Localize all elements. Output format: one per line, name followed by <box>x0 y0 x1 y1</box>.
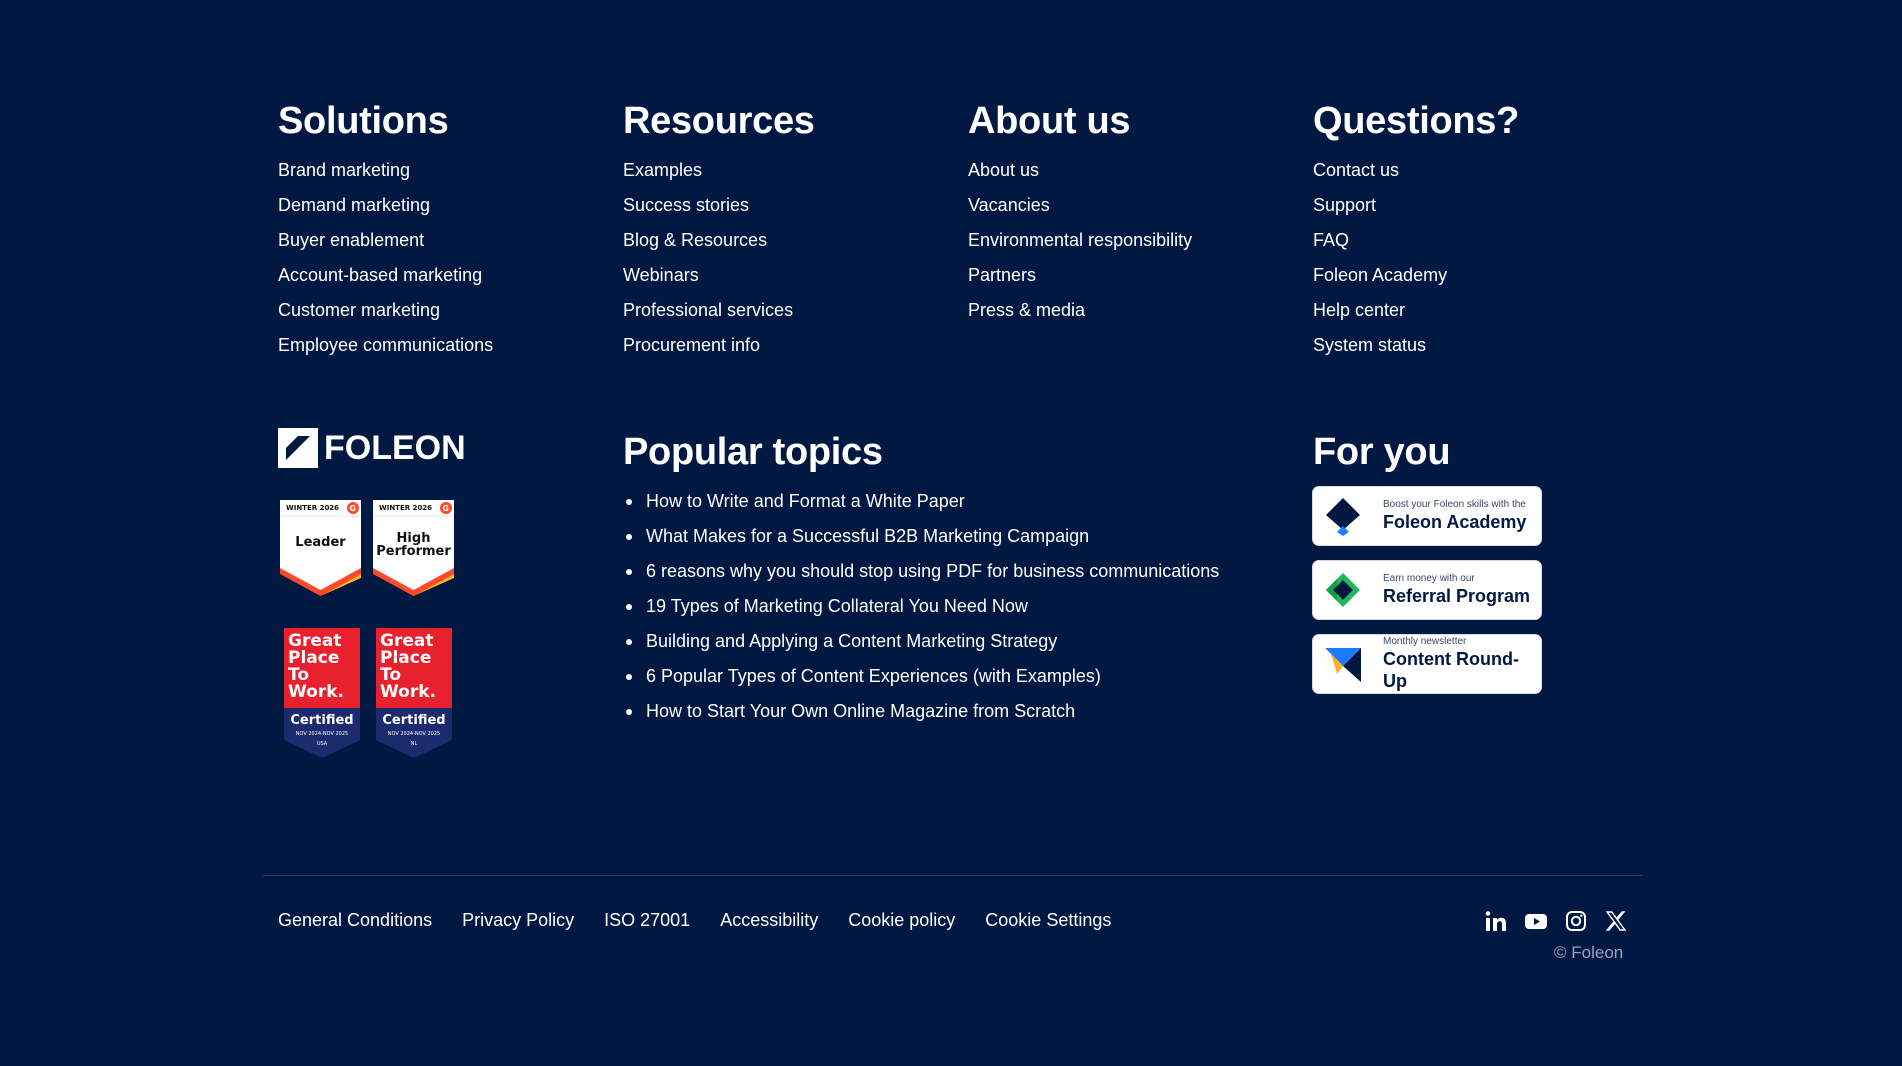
resources-column <box>623 97 815 363</box>
legal-link-cookie-settings[interactable]: Cookie Settings <box>985 910 1112 930</box>
legal-link-accessibility[interactable]: Accessibility <box>720 910 819 930</box>
questions-links <box>1313 153 1519 363</box>
footer-link-account-based-marketing[interactable]: Account-based marketing <box>278 265 483 285</box>
g2-high-performer-badge <box>371 498 456 596</box>
gptw-badges <box>284 628 452 758</box>
questions-heading: Questions? <box>1313 100 1520 142</box>
content-roundup-title: Content Round-Up <box>1383 649 1519 691</box>
youtube-icon[interactable] <box>1524 909 1548 933</box>
referral-program-title: Referral Program <box>1383 586 1531 606</box>
instagram-icon[interactable] <box>1564 909 1588 933</box>
bullet-icon <box>626 534 632 540</box>
footer-link-foleon-academy[interactable]: Foleon Academy <box>1313 265 1448 285</box>
solutions-heading: Solutions <box>278 100 449 142</box>
footer-link-vacancies[interactable]: Vacancies <box>968 195 1050 215</box>
copyright-text: © Foleon <box>1554 943 1624 962</box>
x-icon[interactable] <box>1604 909 1628 933</box>
for-you-heading: For you <box>1313 431 1451 473</box>
gptw-badge-usa <box>284 628 360 758</box>
footer-link-brand-marketing[interactable]: Brand marketing <box>278 160 411 180</box>
topic-link[interactable]: How to Start Your Own Online Magazine from Scratch <box>623 694 1219 729</box>
foleon-logo-text: FOLEON <box>324 428 466 467</box>
foleon-logo[interactable] <box>278 428 466 468</box>
svg-text:Place: Place <box>288 648 340 668</box>
footer-link-about-us[interactable]: About us <box>968 160 1040 180</box>
content-roundup-caption: Monthly newsletter <box>1383 636 1467 647</box>
footer-link-partners[interactable]: Partners <box>968 265 1037 285</box>
svg-text:USA: USA <box>316 741 328 747</box>
svg-text:Great: Great <box>380 631 434 651</box>
topic-link[interactable]: Building and Applying a Content Marketing Strategy <box>623 624 1219 659</box>
svg-text:NL: NL <box>410 741 418 747</box>
resources-heading: Resources <box>623 100 815 142</box>
g2-leader-title: Leader <box>295 535 346 550</box>
svg-text:NOV 2024-NOV 2025: NOV 2024-NOV 2025 <box>387 731 441 737</box>
popular-topics-heading: Popular topics <box>623 431 883 473</box>
footer-link-employee-communications[interactable]: Employee communications <box>278 335 494 355</box>
referral-program-card[interactable] <box>1313 561 1541 619</box>
g2-leader-season: WINTER 2026 <box>286 504 340 512</box>
legal-links <box>278 907 1111 933</box>
footer-link-blog-resources[interactable]: Blog & Resources <box>623 230 768 250</box>
foleon-academy-title: Foleon Academy <box>1383 512 1527 532</box>
g2-high-performer-season: WINTER 2026 <box>379 504 433 512</box>
about-column <box>968 97 1192 328</box>
legal-link-iso-27001[interactable]: ISO 27001 <box>604 910 691 930</box>
footer-divider <box>263 875 1643 876</box>
bullet-icon <box>626 639 632 645</box>
svg-text:Place: Place <box>380 648 432 668</box>
svg-text:Work.: Work. <box>380 682 436 702</box>
foleon-logo-mark-icon <box>278 428 318 468</box>
svg-text:To: To <box>380 665 402 685</box>
svg-text:G: G <box>349 504 356 513</box>
content-roundup-card[interactable] <box>1313 635 1541 693</box>
topic-link[interactable]: How to Write and Format a White Paper <box>623 484 1219 519</box>
referral-tag-icon <box>1323 570 1363 610</box>
svg-text:NOV 2024-NOV 2025: NOV 2024-NOV 2025 <box>295 731 349 737</box>
svg-text:To: To <box>288 665 310 685</box>
bullet-icon <box>626 569 632 575</box>
svg-text:Work.: Work. <box>288 682 344 702</box>
bullet-icon <box>626 499 632 505</box>
popular-topics <box>623 428 1219 729</box>
footer-link-help-center[interactable]: Help center <box>1313 300 1406 320</box>
footer-link-examples[interactable]: Examples <box>623 160 703 180</box>
g2-leader-badge <box>278 498 363 596</box>
solutions-links <box>278 153 493 363</box>
referral-program-caption: Earn money with our <box>1383 573 1475 584</box>
footer-link-system-status[interactable]: System status <box>1313 335 1427 355</box>
svg-text:Great: Great <box>288 631 342 651</box>
footer-link-contact-us[interactable]: Contact us <box>1313 160 1400 180</box>
questions-column <box>1313 97 1519 363</box>
legal-link-privacy-policy[interactable]: Privacy Policy <box>462 910 575 930</box>
about-heading: About us <box>968 100 1131 142</box>
svg-text:G: G <box>442 504 449 513</box>
footer-link-environmental-responsibility[interactable]: Environmental responsibility <box>968 230 1193 250</box>
footer-link-press-media[interactable]: Press & media <box>968 300 1086 320</box>
resources-links <box>623 153 815 363</box>
svg-text:Certified: Certified <box>382 713 446 728</box>
bullet-icon <box>626 674 632 680</box>
g2-high-performer-title: High Performer <box>376 531 451 559</box>
popular-topics-list <box>623 484 1219 729</box>
footer-link-success-stories[interactable]: Success stories <box>623 195 750 215</box>
solutions-column <box>278 97 493 363</box>
svg-text:Certified: Certified <box>290 713 354 728</box>
topic-link[interactable]: 6 Popular Types of Content Experiences (with Examples) <box>623 659 1219 694</box>
topic-link[interactable]: What Makes for a Successful B2B Marketing Campaign <box>623 519 1219 554</box>
topic-link[interactable]: 6 reasons why you should stop using PDF for business communications <box>623 554 1219 589</box>
bullet-icon <box>626 604 632 610</box>
for-you <box>1313 428 1541 709</box>
foleon-academy-card[interactable] <box>1313 487 1541 545</box>
about-links <box>968 153 1192 328</box>
newsletter-flag-icon <box>1323 644 1363 684</box>
footer-link-faq[interactable]: FAQ <box>1313 230 1350 250</box>
gptw-badge-nl <box>376 628 452 758</box>
footer-link-webinars[interactable]: Webinars <box>623 265 699 285</box>
social-links <box>1484 909 1628 933</box>
linkedin-icon[interactable] <box>1484 909 1508 933</box>
g2-badges <box>278 498 456 596</box>
academy-diamond-icon <box>1323 496 1363 536</box>
footer-link-buyer-enablement[interactable]: Buyer enablement <box>278 230 425 250</box>
legal-link-cookie-policy[interactable]: Cookie policy <box>848 910 956 930</box>
footer-link-professional-services[interactable]: Professional services <box>623 300 794 320</box>
foleon-academy-caption: Boost your Foleon skills with the <box>1383 499 1526 510</box>
topic-link[interactable]: 19 Types of Marketing Collateral You Need Now <box>623 589 1219 624</box>
bullet-icon <box>626 709 632 715</box>
footer-link-customer-marketing[interactable]: Customer marketing <box>278 300 441 320</box>
footer-link-support[interactable]: Support <box>1313 195 1377 215</box>
footer-link-procurement-info[interactable]: Procurement info <box>623 335 761 355</box>
legal-link-general-conditions[interactable]: General Conditions <box>278 910 433 930</box>
footer-link-demand-marketing[interactable]: Demand marketing <box>278 195 431 215</box>
